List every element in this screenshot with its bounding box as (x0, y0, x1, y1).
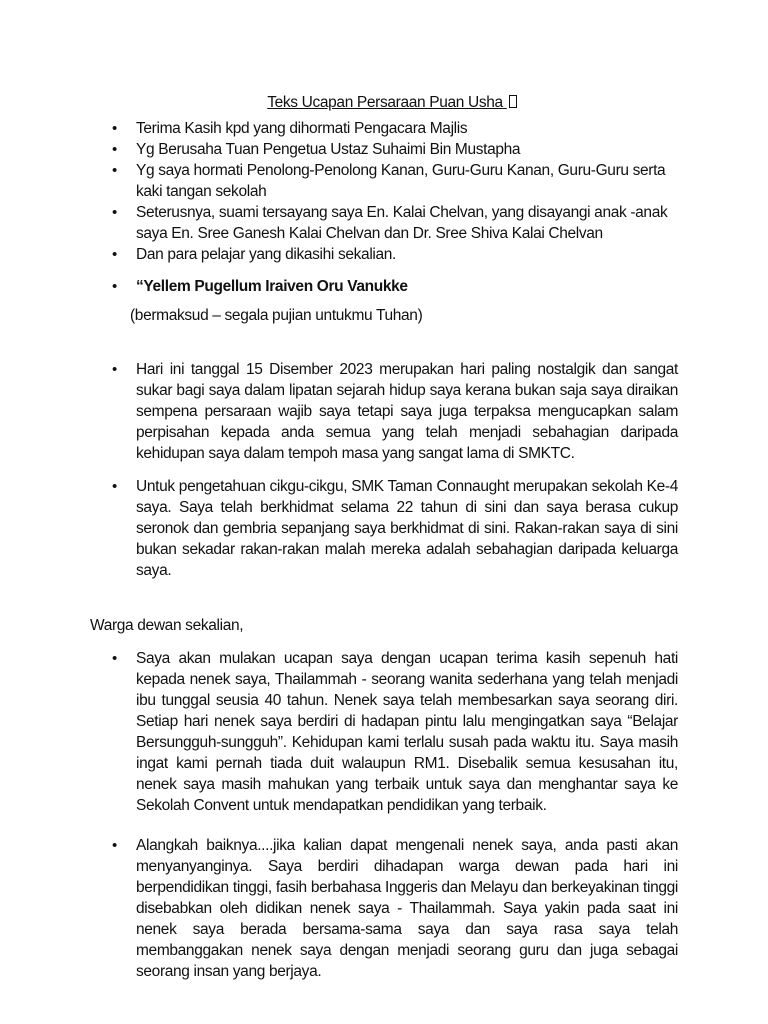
bullet-icon: • (112, 162, 117, 179)
paragraph-1-text: Hari ini tanggal 15 Disember 2023 merupakan hari paling nostalgik dan sangat sukar bagi saya dalam lipatan sejarah hidup saya kerana bukan saja saya diraikan sempena persaraan wajib saya tetapi saya juga terpaksa mengucapkan salam perpisahan kepada anda semua yang telah menjadi sebahagian daripada kehidupan saya dalam tempoh masa yang sangat lama di SMKTC. (136, 361, 678, 462)
quote-list (90, 276, 678, 297)
greeting-item (90, 139, 678, 160)
greeting-item (90, 118, 678, 139)
bullet-icon: • (112, 141, 117, 158)
paragraph-4-text: Alangkah baiknya....jika kalian dapat mengenali nenek saya, anda pasti akan menyanyanginya. Saya berdiri dihadapan warga dewan pada hari ini berpendidikan tinggi, fasih berbahasa Inggeris dan Melayu dan berkeyakinan tinggi disebabkan oleh didikan nenek saya - Thailammah. Saya yakin pada saat ini nenek saya berada bersama-sama saya dan saya rasa saya telah membanggakan nenek saya dengan menjadi seorang guru dan juga sebagai seorang insan yang berjaya. (136, 837, 678, 980)
paragraph-item (90, 648, 678, 816)
greeting-item (90, 160, 678, 202)
greeting-text: Yg Berusaha Tuan Pengetua Ustaz Suhaimi Bin Mustapha (136, 141, 521, 158)
bullet-icon: • (112, 204, 117, 221)
bullet-icon: • (112, 361, 117, 378)
greeting-text: Terima Kasih kpd yang dihormati Pengacara Majlis (136, 120, 468, 137)
quote-text: “Yellem Pugellum Iraiven Oru Vanukke (136, 278, 408, 295)
greeting-item (90, 202, 678, 244)
bullet-icon: • (112, 837, 117, 854)
quote-meaning: (bermaksud – segala pujian untukmu Tuhan) (130, 307, 423, 324)
bullet-icon: • (112, 246, 117, 263)
greeting-text: Yg saya hormati Penolong-Penolong Kanan, Guru-Guru Kanan, Guru-Guru serta kaki tangan sekolah (136, 162, 666, 200)
bullet-icon: • (112, 278, 117, 295)
paragraph-list (90, 476, 678, 581)
bullet-icon: • (112, 650, 117, 667)
bullet-icon: • (112, 120, 117, 137)
greeting-text: Dan para pelajar yang dikasihi sekalian. (136, 246, 396, 263)
greeting-list (90, 118, 678, 265)
paragraph-item (90, 359, 678, 464)
paragraph-item (90, 476, 678, 581)
paragraph-list (90, 648, 678, 816)
paragraph-list (90, 835, 678, 982)
greeting-text: Seterusnya, suami tersayang saya En. Kalai Chelvan, yang disayangi anak -anak saya En. Sree Ganesh Kalai Chelvan dan Dr. Sree Shiva Kalai Chelvan (136, 204, 668, 242)
paragraph-2-text: Untuk pengetahuan cikgu-cikgu, SMK Taman Connaught merupakan sekolah Ke-4 saya. Saya telah berkhidmat selama 22 tahun di sini dan saya berasa cukup seronok dan gembria sepanjang saya berkhidmat di sini. Rakan-rakan saya di sini bukan sekadar rakan-rakan malah mereka adalah sebahagian daripada keluarga saya. (136, 478, 678, 579)
missing-glyph-icon (509, 95, 517, 108)
salutation: Warga dewan sekalian, (90, 617, 244, 634)
bullet-icon: • (112, 478, 117, 495)
paragraph-item (90, 835, 678, 982)
document-title: Teks Ucapan Persaraan Puan Usha (267, 94, 503, 111)
quote-item (90, 276, 678, 297)
greeting-item (90, 244, 678, 265)
document-title-line (90, 92, 678, 113)
paragraph-3-text: Saya akan mulakan ucapan saya dengan ucapan terima kasih sepenuh hati kepada nenek saya, Thailammah - seorang wanita sederhana yang telah menjadi ibu tunggal seusia 40 tahun. Nenek saya telah membesarkan saya seorang diri. Setiap hari nenek saya berdiri di hadapan pintu lalu mengingatkan saya “Belajar Bersungguh-sungguh”. Kehidupan kami terlalu susah pada waktu itu. Saya masih ingat kami pernah tiada duit walaupun RM1. Disebalik semua kesusahan itu, nenek saya masih mahukan yang terbaik untuk saya dan menghantar saya ke Sekolah Convent untuk mendapatkan pendidikan yang terbaik. (136, 650, 678, 814)
paragraph-list (90, 359, 678, 464)
